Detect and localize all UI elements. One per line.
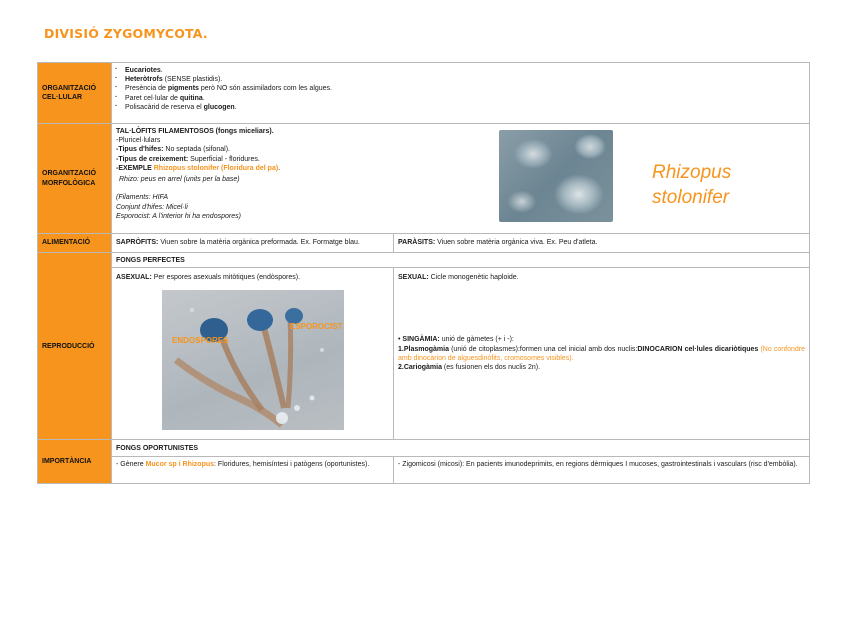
sexual-reproduction-details: • SINGÀMIA: unió de gàmetes (+ i -): 1.Plasmogàmia (unió de citoplasmes):formen una cel inicial amb dos nuclis:DINOCARION cel·lules dicariòtiques (No confondre amb dinocàrion de alguesdinòfits, cromosomes visibles). 2.Cariogàmia (es fusionen els dos nuclis 2n). bbox=[398, 336, 805, 372]
row-header: ORGANITZACIÓ CEL·LULAR bbox=[38, 63, 112, 124]
row-alimentacio: ALIMENTACIÓ SAPRÒFITS: Viuen sobre la matèria orgànica preformada. Ex. Formatge blau. PARÀSITS: Viuen sobre matèria orgànica viva. Ex. Peu d'atleta. bbox=[38, 234, 810, 253]
rhizo-note: Rhizo: peus en arrel (units per la base) bbox=[119, 176, 240, 184]
list-item: · Presència de pigments però NO són assimiladors com les algues. bbox=[115, 84, 809, 93]
label-endospores: ENDOSPORES bbox=[172, 336, 229, 346]
morphology-text: TAL·LÒFITS FILAMENTOSOS (fongs miceliars). -Pluricel·lulars -Tipus d'hifes: No septada (sifonal). -Tipus de creixement: Superficial - floridures. -EXEMPLE Rhizopus stolonifer (Floridura del pa). Rhizo: peus en arrel (units per la base) (Filaments: HIFA Conjunt d'hifes: Micel·li Esporocist: A l'interior hi ha endospores) bbox=[112, 124, 809, 224]
cellular-features-list bbox=[112, 63, 809, 112]
row-organitzacio-cellular bbox=[38, 63, 810, 124]
species-name: Rhizopus stolonifer bbox=[652, 162, 732, 209]
row-header: REPRODUCCIÓ bbox=[38, 253, 112, 440]
row-header: ALIMENTACIÓ bbox=[38, 234, 112, 253]
row-reproduccio: REPRODUCCIÓ FONGS PERFECTES bbox=[38, 253, 810, 268]
list-item: · Polisacàrid de reserva el glucogen. bbox=[115, 103, 809, 112]
row-organitzacio-morfologica bbox=[38, 124, 810, 234]
label-esporocist: ESPOROCIST bbox=[290, 322, 343, 332]
list-item: · Paret cel·lular de quitina. bbox=[115, 94, 809, 103]
row-header: ORGANITZACIÓ MORFOLÒGICA bbox=[38, 124, 112, 234]
page-title: DIVISIÓ ZYGOMYCOTA. bbox=[44, 26, 208, 41]
micrograph-svg bbox=[162, 290, 344, 430]
sporangium-micrograph bbox=[162, 290, 344, 430]
list-item: · Heteròtrofs (SENSE plastidis). bbox=[115, 75, 809, 84]
row-header: IMPORTÀNCIA bbox=[38, 440, 112, 484]
row-importancia: IMPORTÀNCIA FONGS OPORTUNISTES bbox=[38, 440, 810, 457]
rhizopus-colony-photo bbox=[499, 130, 613, 222]
zygomycota-table: ORGANITZACIÓ CEL·LULAR · Eucariotes. · Heteròtrofs (SENSE plastidis). · Presència de pigments però NO són assimiladors com les algues. · Paret cel·lular de quitina. · Polisacàrid de reserva el glucogen. ORGANITZACIÓ MORFOLÒGICA TAL·LÒFITS FILAMENTOSOS (fongs miceliars). -Pluricel·lulars -Tipus d'hifes: No septada (sifonal). -Tipus de creixement: Superficial - floridures. -EXEMPLE Rhizopus stolonifer (Floridura del pa). Rhizo: peus en arrel (units per la base) (Filaments: HIFA Conjunt d'hifes: Micel·li Esporocist: A l'interior hi ha endospores) Rhizopus stolonifer ALIMENTACIÓ SAPRÒFITS: Viuen sobre la matèria orgànica preformada. Ex. Formatge blau. PARÀSITS: Viuen sobre matèria orgànica viva. Ex. Peu d'atleta. REPRODUCCIÓ FONGS PERFECTES ASEXUAL: Per espores asexuals mitòtiques (endòspores). ENDOSPORES ESPOROCIST SEXUAL: Cicle monogenètic haploide. • SINGÀMIA: unió de gàmetes (+ i -): 1.Plasmogàmia (unió de citoplasmes):formen una cel inicial amb dos nuclis:DINOCARION cel·lules dicariòtiques (No confondre amb dinocàrion de alguesdinòfits, cromosomes visibles). 2.Cariogàmia (es fusionen els dos nuclis 2n). IMPORTÀNCIA FONGS OPORTUNISTES - Gènere Mucor sp i Rhizopus: Floridures, hemisíntesi i patògens (oportunistes). - Zigomicosi (micosi): En pacients imunodeprimits, en regions dèrmiques I mucoses, gastrointestinals i vasculars (risc d'embòlia). bbox=[37, 62, 810, 484]
list-item: · Eucariotes. bbox=[115, 66, 809, 75]
